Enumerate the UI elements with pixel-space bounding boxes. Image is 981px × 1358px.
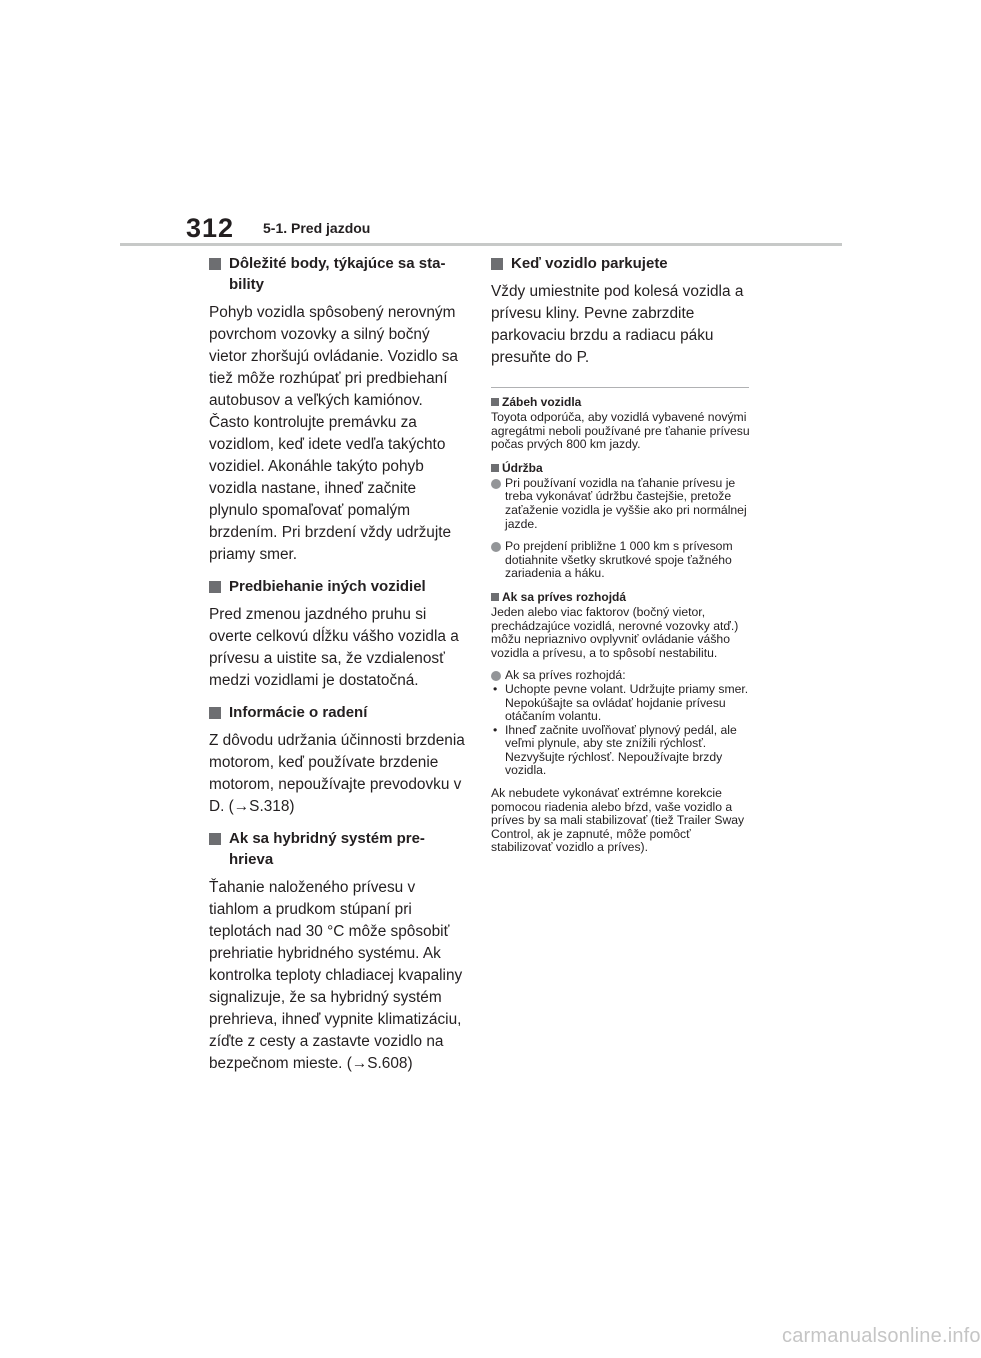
note-bullet-sway-text: Ak sa príves rozhojdá: (505, 668, 626, 683)
note-heading-sway-text: Ak sa príves rozhojdá (502, 589, 627, 604)
note-heading-breakin (491, 395, 753, 409)
small-square-bullet-icon (491, 398, 499, 406)
note-heading-maintenance-text: Údržba (502, 460, 543, 475)
square-bullet-icon (209, 833, 221, 845)
square-bullet-icon (209, 707, 221, 719)
note-bullet-maintenance-1-text: Pri používaní vozidla na ťahanie prívesu je treba vykonávať údržbu častejšie, pretože zaťaženie vozidla je vyššie ako pri normálnej jazde. (505, 475, 747, 531)
circle-bullet-icon (491, 479, 501, 489)
heading-shifting (209, 702, 467, 723)
sway-step-2 (491, 724, 753, 778)
dot-bullet-icon: • (493, 722, 498, 737)
square-bullet-icon (209, 258, 221, 270)
paragraph-parking: Vždy umiestnite pod kolesá vozidla a prívesu kliny. Pevne zabrzdite parkovaciu brzdu a radiacu páku presuňte do P. (491, 283, 744, 366)
heading-overheat-line1: Ak sa hybridný systém pre- (229, 830, 425, 847)
square-bullet-icon (491, 258, 503, 270)
page-number: 312 (186, 213, 235, 243)
watermark: carmanualsonline.info (782, 1325, 981, 1347)
sway-step-1-text-b: Nepokúšajte sa ovládať hojdanie prívesu otáčaním volantu. (505, 695, 726, 724)
dot-bullet-icon: • (493, 681, 498, 696)
small-square-bullet-icon (491, 464, 499, 472)
sway-step-1-text-a: Uchopte pevne volant. Udržujte priamy smer. (505, 681, 749, 696)
sway-step-1 (491, 683, 753, 724)
heading-parking (491, 253, 753, 274)
heading-stability (209, 253, 467, 295)
heading-stability-line1: Dôležité body, týkajúce sa sta- (229, 255, 446, 272)
note-bullet-maintenance-1 (491, 477, 753, 531)
sway-step-2-text-b: Nezvyšujte rýchlosť. Nepoužívajte brzdy vozidla. (505, 749, 723, 778)
sway-step-2-text-a: Ihneď začnite uvoľňovať plynový pedál, ale veľmi plynule, aby ste znížili rýchlosť. (505, 722, 737, 751)
note-bullet-sway (491, 669, 753, 683)
small-square-bullet-icon (491, 593, 499, 601)
heading-overheat (209, 828, 467, 870)
circle-bullet-icon (491, 542, 501, 552)
heading-stability-line2: bility (229, 276, 265, 293)
note-text-breakin: Toyota odporúča, aby vozidlá vybavené novými agregátmi neboli používané pre ťahanie prívesu počas prvých 800 km jazdy. (491, 410, 750, 452)
left-column (209, 253, 467, 1085)
circle-bullet-icon (491, 671, 501, 681)
right-column (491, 253, 753, 864)
note-heading-sway (491, 590, 753, 604)
section-title: 5-1. Pred jazdou (263, 220, 371, 236)
paragraph-overheat: Ťahanie naloženého prívesu v tiahlom a prudkom stúpaní pri teplotách nad 30 °C môže spôsobiť prehriatie hybridného systému. Ak kontrolka teploty chladiacej kvapaliny signalizuje, že sa hybridný systém prehrieva, ihneď vypnite klimatizáciu, zíďte z cesty a zastavte vozidlo na bezpečnom mieste. (→S.608) (209, 879, 463, 1072)
paragraph-overtaking: Pred zmenou jazdného pruhu si overte celkovú dĺžku vášho vozidla a prívesu a uistite sa, že vzdialenosť medzi vozidlami je dostatočná. (209, 606, 459, 689)
paragraph-shifting: Z dôvodu udržania účinnosti brzdenia motorom, keď používate brzdenie motorom, nepoužívajte prevodovku v D. (→S.318) (209, 732, 465, 815)
note-heading-maintenance (491, 461, 753, 475)
heading-overtaking (209, 576, 467, 597)
heading-shifting-text: Informácie o radení (229, 704, 368, 721)
note-bullet-maintenance-2-text: Po prejdení približne 1 000 km s prívesom dotiahnite všetky skrutkové spoje ťažného zariadenia a háku. (505, 539, 733, 581)
note-text-sway: Jeden alebo viac faktorov (bočný vietor, prechádzajúce vozidlá, nerovné vozovky atď.) môžu nepriaznivo ovplyvniť ovládanie vášho vozidla a prívesu, a to spôsobí nestabilitu. (491, 604, 739, 660)
header-rule (120, 243, 842, 246)
heading-overheat-line2: hrieva (229, 851, 274, 868)
paragraph-stability: Pohyb vozidla spôsobený nerovným povrchom vozovky a silný bočný vietor zhoršujú ovládanie. Vozidlo sa tiež môže rozhúpať pri predbiehaní autobusov a veľkých kamiónov. Často kontrolujte premávku za vozidlom, keď idete vedľa takýchto vozidiel. Akonáhle takýto pohyb vozidla nastane, ihneď začnite plynulo spomaľovať pomalým brzdením. Pri brzdení vždy udržujte priamy smer. (209, 304, 458, 563)
heading-parking-text: Keď vozidlo parkujete (511, 255, 668, 272)
note-heading-breakin-text: Zábeh vozidla (502, 395, 582, 409)
square-bullet-icon (209, 581, 221, 593)
note-text-sway-final: Ak nebudete vykonávať extrémne korekcie pomocou riadenia alebo bŕzd, vaše vozidlo a príves by sa mali stabilizovať (tiež Trailer Sway Control, ak je zapnuté, môže pomôcť stabilizovať vozidlo a príves). (491, 786, 745, 855)
heading-overtaking-text: Predbiehanie iných vozidiel (229, 578, 426, 595)
note-bullet-maintenance-2 (491, 540, 753, 581)
notes-divider (491, 387, 749, 388)
